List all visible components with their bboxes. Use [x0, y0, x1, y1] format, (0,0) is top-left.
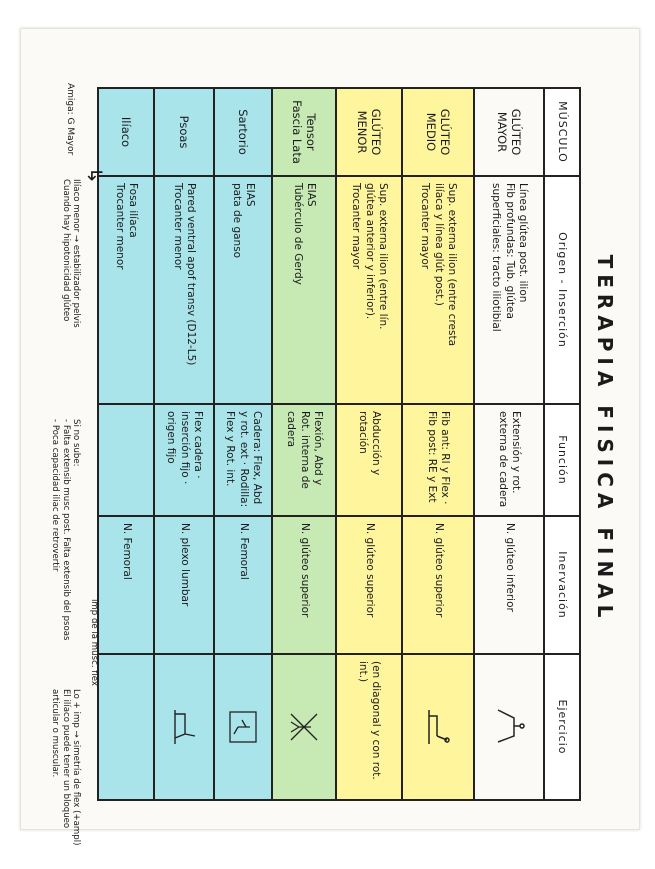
function-cell: Extensión y rot. externa de cadera: [474, 404, 544, 516]
note-left: [60, 179, 81, 439]
origin-line: Trocanter mayor: [350, 183, 363, 270]
note-line: - Falta extensib musc post. Falta extensib del psoas: [60, 419, 71, 641]
function-cell: [98, 404, 154, 516]
table-row: [98, 88, 154, 800]
origin-line: Sup. externa ilion (entre cresta: [445, 183, 458, 347]
muscle-cell: Sartorio: [214, 88, 272, 176]
function-cell: Flex cadera · inserción fijo · origen fijo: [154, 404, 214, 516]
note-line: Lo + imp → simetría de flex (+ampl): [71, 689, 81, 846]
muscle-cell: GLÚTEO MAYOR: [474, 88, 544, 176]
header-nerve: Inervación: [544, 516, 580, 654]
origin-line: EIAS: [244, 183, 257, 207]
table-row: [272, 88, 336, 800]
origin-line: EIAS: [305, 183, 318, 207]
origin-line: Trocanter mayor: [419, 183, 432, 270]
origin-line: Tubérculo de Gerdy: [292, 183, 304, 285]
origin-cell: [214, 176, 272, 404]
note-line: - Poca capacidad iliac de retrovertir: [50, 419, 61, 572]
nerve-cell: N. glúteo superior: [272, 516, 336, 654]
origin-line: glútea anterior y inferior).: [363, 183, 376, 320]
supine-exercise-icon: [167, 706, 201, 748]
origin-line: Trocanter menor: [114, 183, 126, 270]
origin-cell: [98, 176, 154, 404]
muscle-cell: Psoas: [154, 88, 214, 176]
nerve-cell: N. glúteo inferior: [474, 516, 544, 654]
side-lying-exercise-icon: [421, 706, 455, 748]
table-row: [336, 88, 402, 800]
origin-cell: [272, 176, 336, 404]
muscle-cell: GLÚTEO MEDIO: [402, 88, 474, 176]
paper-sheet: [20, 28, 640, 846]
curved-arrow-icon: ↳: [83, 167, 107, 184]
header-muscle: MÚSCULO: [544, 88, 580, 176]
exercise-cell: [272, 654, 336, 800]
header-exercise: Ejercicio: [544, 654, 580, 800]
table-row: [474, 88, 544, 800]
note-right-top: imp de la musc. flex: [89, 599, 99, 686]
exercise-cell: [154, 654, 214, 800]
origin-cell: [474, 176, 544, 404]
muscle-cell: Ilíaco: [98, 88, 154, 176]
nerve-cell: N. glúteo superior: [402, 516, 474, 654]
exercise-cell: [402, 654, 474, 800]
nerve-cell: N. Femoral: [98, 516, 154, 654]
origin-line: Pared ventral apof transv (D12-L5): [185, 183, 198, 366]
origin-line: ilíaca y línea glút post.): [432, 183, 445, 306]
origin-cell: [336, 176, 402, 404]
note-right: [50, 689, 81, 869]
header-function: Función: [544, 404, 580, 516]
note-line: Cuando hay hipotonicidad glúteo: [60, 179, 71, 322]
function-cell: Flexión, Abd y Rot. interna de cadera: [272, 404, 336, 516]
table-row: [402, 88, 474, 800]
standing-exercise-icon: [287, 706, 321, 748]
origin-line: Fosa ilíaca: [127, 183, 140, 238]
header-origin: Origen - Inserción: [544, 176, 580, 404]
note-corner: Amiga: G Mayor: [65, 83, 75, 156]
origin-line: pata de ganso: [231, 183, 243, 259]
origin-line: superficiales: tracto iliotibial: [490, 183, 503, 332]
muscle-cell: Tensor Fascia Lata: [272, 88, 336, 176]
table-row: [154, 88, 214, 800]
nerve-cell: N. glúteo superior: [336, 516, 402, 654]
header-row: [544, 88, 580, 800]
origin-line: Fib profundas: Tub. glútea: [503, 183, 516, 319]
page-title: TERAPIA FISICA FINAL: [593, 254, 617, 624]
note-line: Ilíaco menor → estabilizador pelvis: [71, 179, 81, 328]
origin-cell: [154, 176, 214, 404]
nerve-cell: N. Femoral: [214, 516, 272, 654]
exercise-cell: [474, 654, 544, 800]
exercise-cell: [98, 654, 154, 800]
function-cell: Abducción y rotación: [336, 404, 402, 516]
seated-exercise-icon: [226, 706, 260, 748]
rotated-page: [50, 79, 621, 846]
function-cell: Cadera: Flex, Abd y rot. ext · Rodilla: Flex y Rot. int.: [214, 404, 272, 516]
muscle-table: [97, 87, 581, 801]
origin-cell: [402, 176, 474, 404]
note-line: articular o muscular.: [50, 689, 61, 778]
function-cell: Fib ant: Rl y Flex · Fib post: RE y Ext: [402, 404, 474, 516]
note-line: Si no sube:: [71, 419, 81, 467]
note-mid: [50, 419, 81, 679]
exercise-cell: (en diagonal y con rot. int.): [336, 654, 402, 800]
nerve-cell: N. plexo lumbar: [154, 516, 214, 654]
table-row: [214, 88, 272, 800]
origin-line: Trocanter menor: [172, 183, 184, 270]
origin-line: Sup. externa ilion (entre lín.: [376, 183, 389, 330]
muscle-cell: GLÚTEO MENOR: [336, 88, 402, 176]
bridge-exercise-icon: [492, 706, 526, 748]
exercise-cell: [214, 654, 272, 800]
note-line: El ilíaco puede tener un bloqueo: [60, 689, 71, 829]
origin-line: Línea glútea post. ilion: [516, 183, 529, 303]
